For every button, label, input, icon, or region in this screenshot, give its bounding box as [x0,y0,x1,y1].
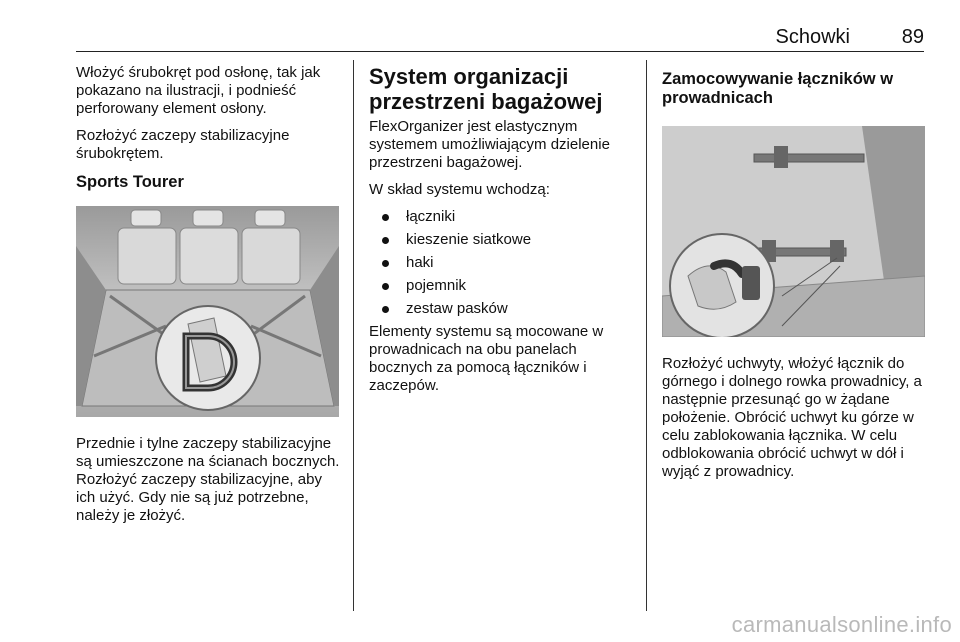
column-divider-2 [646,60,647,611]
column-1 [76,64,342,534]
trunk-hooks-illustration [76,206,339,417]
page-header [76,26,924,50]
column-3 [662,64,928,490]
header-rule [76,51,924,52]
list-item: łączniki [369,208,635,226]
col2-paragraph-3: Elementy systemu są mocowane w prowadnicach na obu panelach bocznych za pomocą łączników i zaczepów. [369,323,604,394]
section-title: Schowki [775,26,850,48]
page-number: 89 [901,26,924,48]
bullet-icon [382,237,389,244]
col1-heading: Sports Tourer [76,173,184,191]
components-list [369,208,635,318]
col1-paragraph-1: Włożyć śrubokręt pod osłonę, tak jak pokazano na ilustracji, i podnieść perforowany element osłony. [76,64,321,117]
column-divider-1 [353,60,354,611]
bullet-icon [382,260,389,267]
watermark: carmanualsonline.info [731,612,952,637]
organizer-rail-illustration [662,126,925,337]
list-item: zestaw pasków [369,300,635,318]
bullet-icon [382,214,389,221]
list-item: haki [369,254,635,272]
bullet-icon [382,306,389,313]
col2-paragraph-1: FlexOrganizer jest elastycznym systemem umożliwiającym dzielenie przestrzeni bagażowej. [369,118,610,171]
list-item: pojemnik [369,277,635,295]
col1-paragraph-3: Przednie i tylne zaczepy stabilizacyjne są umieszczone na ścianach bocznych. Rozłożyć zaczepy stabilizacyjne, aby ich użyć. Gdy nie są już potrzebne, należy je złożyć. [76,435,340,524]
column-2 [369,64,635,404]
col2-paragraph-2: W skład systemu wchodzą: [369,181,550,198]
col2-heading: System organizacji przestrzeni bagażowej [369,64,603,114]
col3-heading: Zamocowywanie łączników w prowadnicach [662,70,894,107]
col1-paragraph-2: Rozłożyć zaczepy stabilizacyjne śrubokrętem. [76,127,290,162]
list-item: kieszenie siatkowe [369,231,635,249]
bullet-icon [382,283,389,290]
col3-paragraph-1: Rozłożyć uchwyty, włożyć łącznik do górnego i dolnego rowka prowadnicy, a następnie przesunąć go w żądane położenie. Obrócić uchwyt ku górze w celu zablokowania łącznika. W celu odblokowania obrócić uchwyt w dół i wyjąć z prowadnicy. [662,355,922,480]
